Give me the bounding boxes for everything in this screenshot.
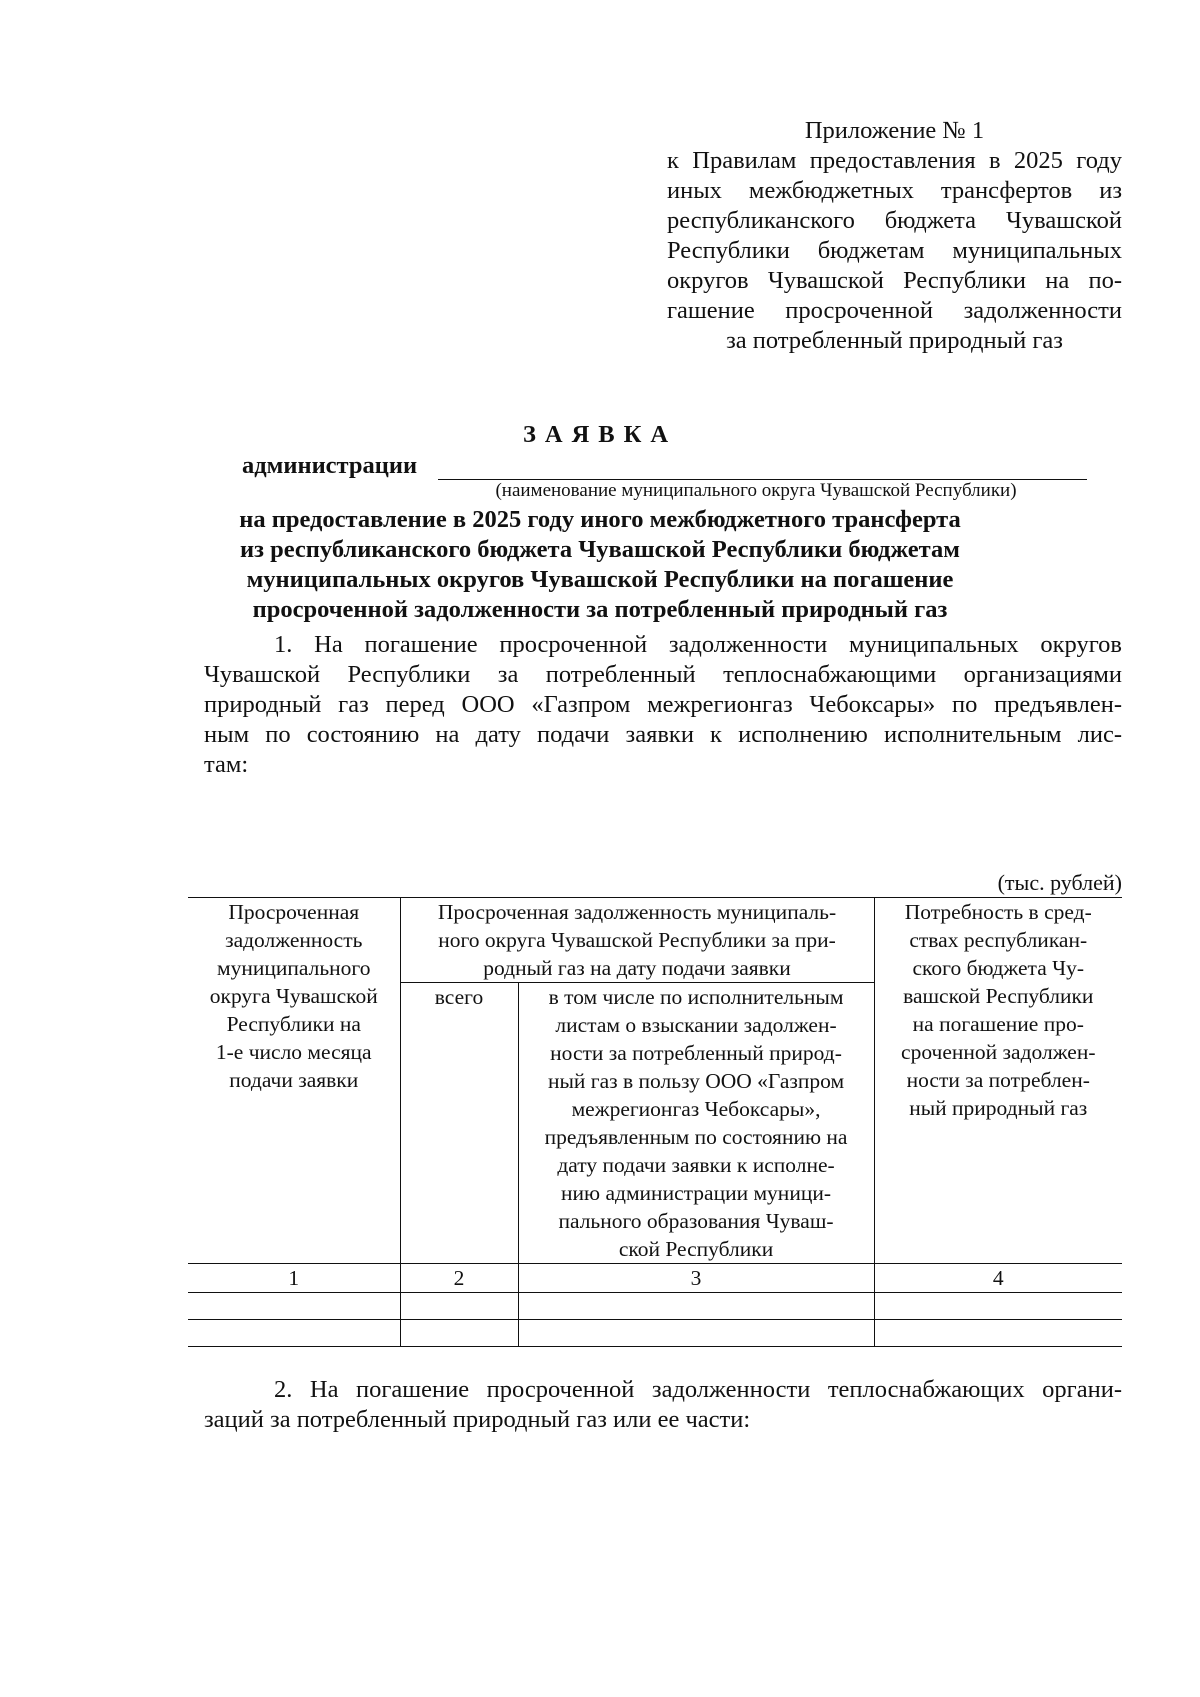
header-col3-line: нию администрации муници- [561, 1181, 831, 1205]
paragraph-line: заций за потребленный природный газ или ее части: [204, 1406, 751, 1433]
administration-label: администрации [242, 452, 418, 479]
header-col4-line: ствах республикан- [909, 928, 1088, 952]
header-col4-line: вашской Республики [903, 984, 1094, 1008]
header-col3-line: в том числе по исполнительным [548, 985, 844, 1009]
header-col3-line: ности за потребленный природ- [550, 1041, 842, 1065]
table-row [188, 1320, 1122, 1347]
header-col4 [874, 898, 1122, 1264]
header-col3 [518, 983, 874, 1264]
appendix-line: за потребленный природный газ [726, 327, 1063, 354]
subheading-line: просроченной задолженности за потребленный природный газ [252, 596, 948, 623]
header-group-line: Просроченная задолженность муниципаль- [437, 900, 837, 924]
table-cell[interactable] [518, 1320, 874, 1347]
column-number: 3 [518, 1264, 874, 1293]
table-row [188, 1293, 1122, 1320]
header-col1-line: Республики на [226, 1012, 361, 1036]
appendix-line: республиканского бюджета Чувашской [667, 207, 1122, 234]
header-col1-line: Просроченная [228, 900, 360, 924]
appendix-line: к Правилам предоставления в 2025 году [667, 147, 1122, 174]
header-group-line: родный газ на дату подачи заявки [483, 956, 791, 980]
administration-row [242, 452, 1087, 482]
header-col3-line: дату подачи заявки к исполне- [557, 1153, 835, 1177]
header-col4-line: Потребность в сред- [904, 900, 1092, 924]
paragraph-line: 2. На погашение просроченной задолженности теплоснабжающих органи- [274, 1376, 1122, 1403]
column-number: 1 [188, 1264, 400, 1293]
header-col3-line: ской Республики [618, 1237, 774, 1261]
table-cell[interactable] [874, 1320, 1122, 1347]
header-col1 [188, 898, 400, 1264]
administration-hint: (наименование муниципального округа Чувашской Республики) [495, 480, 1017, 501]
paragraph-1 [204, 630, 1122, 780]
subheading-line: на предоставление в 2025 году иного межбюджетного трансферта [239, 506, 961, 533]
table-cell[interactable] [518, 1293, 874, 1320]
paragraph-line: там: [204, 751, 249, 778]
header-col4-line: на погашение про- [912, 1012, 1084, 1036]
header-group-line: ного округа Чувашской Республики за при- [438, 928, 836, 952]
column-number-row [188, 1264, 1122, 1293]
header-col4-line: сроченной задолжен- [901, 1040, 1096, 1064]
subheading-line: муниципальных округов Чувашской Республики на погашение [246, 566, 954, 593]
header-group [400, 898, 874, 983]
header-col1-line: муниципального [217, 956, 371, 980]
header-col4-line: ности за потреблен- [906, 1068, 1090, 1092]
units-label: (тыс. рублей) [997, 870, 1122, 895]
header-col3-line: пального образования Чуваш- [558, 1209, 834, 1233]
appendix-title: Приложение № 1 [804, 117, 985, 144]
document-heading: ЗАЯВКА [522, 421, 678, 448]
header-col4-line: ный природный газ [909, 1096, 1088, 1120]
appendix-line: Республики бюджетам муниципальных [667, 237, 1122, 264]
column-number: 2 [400, 1264, 518, 1293]
subheading-line: из республиканского бюджета Чувашской Республики бюджетам [240, 536, 960, 563]
header-col1-line: задолженность [225, 928, 363, 952]
header-col4-line: ского бюджета Чу- [912, 956, 1084, 980]
header-col1-line: округа Чувашской [209, 984, 378, 1008]
document-subheading [180, 505, 1020, 625]
debt-table [188, 897, 1122, 1347]
header-col1-line: подачи заявки [229, 1068, 359, 1092]
table-cell[interactable] [400, 1293, 518, 1320]
appendix-text [667, 146, 1122, 356]
table-cell[interactable] [188, 1320, 400, 1347]
table-cell[interactable] [874, 1293, 1122, 1320]
column-number: 4 [874, 1264, 1122, 1293]
header-col2: всего [400, 983, 518, 1264]
paragraph-line: 1. На погашение просроченной задолженности муниципальных округов [274, 631, 1122, 658]
table-cell[interactable] [400, 1320, 518, 1347]
paragraph-line: Чувашской Республики за потребленный теплоснабжающими организациями [204, 661, 1122, 688]
header-col1-line: 1-е число месяца [215, 1040, 372, 1064]
paragraph-line: ным по состоянию на дату подачи заявки к исполнению исполнительным лис- [204, 721, 1122, 748]
header-col3-line: листам о взыскании задолжен- [555, 1013, 837, 1037]
appendix-line: гашение просроченной задолженности [667, 297, 1122, 324]
header-col3-line: ный газ в пользу ООО «Газпром [547, 1069, 845, 1093]
paragraph-line: природный газ перед ООО «Газпром межрегионгаз Чебоксары» по предъявлен- [204, 691, 1122, 718]
table-header-row [188, 898, 1122, 983]
header-col3-line: межрегионгаз Чебоксары», [571, 1097, 821, 1121]
paragraph-2 [204, 1375, 1122, 1435]
table-cell[interactable] [188, 1293, 400, 1320]
appendix-line: округов Чувашской Республики на по- [667, 267, 1122, 294]
appendix-line: иных межбюджетных трансфертов из [667, 177, 1122, 204]
header-col3-line: предъявленным по состоянию на [544, 1125, 848, 1149]
appendix-block [667, 116, 1122, 356]
